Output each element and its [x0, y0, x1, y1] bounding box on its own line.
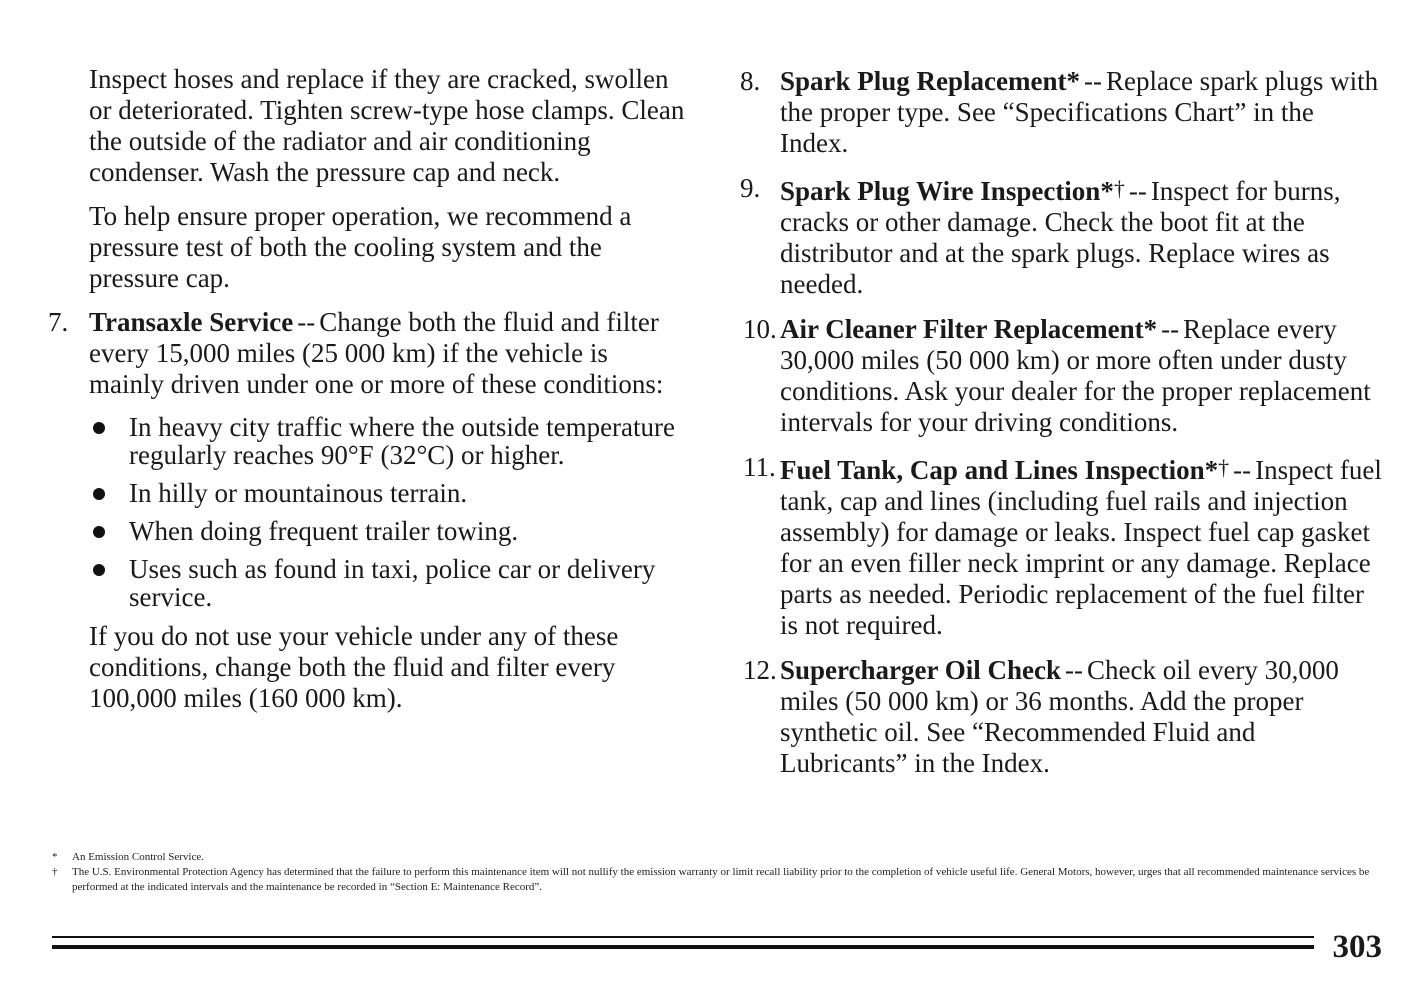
footer-divider-thin [52, 936, 1314, 938]
item-text: Inspect for burns, cracks or other damage. Check the boot fit at the distributor and at the spark plugs. Replace wires as needed. [780, 176, 1341, 299]
footnote-emission [50, 850, 1380, 865]
dagger-mark: † [1218, 455, 1230, 480]
item-separator: -- [1128, 176, 1147, 206]
pressure-test-paragraph: To help ensure proper operation, we recommend a pressure test of both the cooling system and the pressure cap. [89, 201, 632, 293]
dagger-mark: † [1113, 176, 1125, 201]
footnote-mark: † [52, 866, 58, 878]
item-text: Check oil every 30,000 miles (50 000 km) or 36 months. Add the proper synthetic oil. See “Recommended Fluid and Lubricants” in the Index. [780, 655, 1339, 778]
bullet-text: In heavy city traffic where the outside temperature regularly reaches 90°F (32°C) or higher. [129, 412, 676, 470]
list-item [89, 413, 686, 469]
footnotes [50, 850, 1380, 895]
item-title: Spark Plug Replacement* [780, 66, 1080, 96]
list-item-11 [735, 452, 1385, 641]
left-column [46, 64, 686, 727]
bullet-icon [93, 422, 105, 434]
item-title: Fuel Tank, Cap and Lines Inspection* [780, 455, 1219, 485]
item-number: 10. [743, 314, 777, 344]
list-item-12 [735, 655, 1385, 779]
closing-paragraph: If you do not use your vehicle under any of these conditions, change both the fluid and filter every 100,000 miles (160 000 km). [89, 621, 619, 713]
bullet-icon [93, 488, 105, 500]
item-separator: -- [1161, 314, 1180, 344]
item-text: Replace every 30,000 miles (50 000 km) or more often under dusty conditions. Ask your dealer for the proper replacement intervals for your driving conditions. [780, 314, 1371, 437]
item-body [780, 314, 1385, 438]
item-text: Change both the fluid and filter every 15,000 miles (25 000 km) if the vehicle is mainly driven under one or more of these conditions: [89, 307, 664, 399]
list-item-8 [735, 66, 1385, 159]
item-number: 11. [743, 452, 776, 482]
list-item-7 [46, 307, 686, 400]
item-title: Spark Plug Wire Inspection* [780, 176, 1114, 206]
item-body [780, 655, 1385, 779]
item-number: 8. [740, 66, 761, 96]
conditions-list [46, 413, 686, 611]
item-title: Air Cleaner Filter Replacement* [780, 314, 1158, 344]
item-body [780, 173, 1385, 300]
bullet-icon [93, 526, 105, 538]
footnote-mark: * [52, 851, 58, 863]
page-number: 303 [1332, 929, 1382, 965]
item-separator: -- [1233, 455, 1252, 485]
right-column [735, 66, 1385, 793]
list-item [89, 517, 686, 545]
item-number: 9. [740, 173, 761, 203]
item-title: Transaxle Service [89, 307, 294, 337]
footnote-text: The U.S. Environmental Protection Agency has determined that the failure to perform this maintenance item will not nullify the emission warranty or limit recall liability prior to the completion of vehicle useful life. General Motors, however, urges that all recommended maintenance services be performed at the indicated intervals and the maintenance be recorded in “Section E: Maintenance Record”. [72, 866, 1370, 893]
bullet-icon [93, 564, 105, 576]
footnote-text: An Emission Control Service. [72, 851, 204, 863]
list-item [89, 479, 686, 507]
bullet-text: In hilly or mountainous terrain. [129, 478, 468, 508]
list-item-9 [735, 173, 1385, 300]
item-body [780, 452, 1385, 641]
hose-inspection-paragraph: Inspect hoses and replace if they are cracked, swollen or deteriorated. Tighten screw-type hose clamps. Clean the outside of the radiator and air conditioning condenser. Wash the pressure cap and neck. [89, 64, 685, 187]
footnote-epa [50, 865, 1380, 895]
bullet-text: Uses such as found in taxi, police car or delivery service. [129, 554, 656, 612]
item-separator: -- [297, 307, 316, 337]
item-number: 12. [743, 655, 777, 685]
item-body [780, 66, 1385, 159]
item-text: Replace spark plugs with the proper type. See “Specifications Chart” in the Index. [780, 66, 1379, 158]
item-separator: -- [1065, 655, 1083, 685]
list-item-10 [735, 314, 1385, 438]
item-separator: -- [1084, 66, 1102, 96]
item-text: Inspect fuel tank, cap and lines (including fuel rails and injection assembly) for damage or leaks. Inspect fuel cap gasket for an even filler neck imprint or any damage. Replace parts as needed. Periodic replacement of the fuel filter is not required. [780, 455, 1382, 640]
bullet-text: When doing frequent trailer towing. [129, 516, 519, 546]
list-item [89, 555, 686, 611]
item-title: Supercharger Oil Check [780, 655, 1061, 685]
item-body [89, 307, 686, 400]
item-number: 7. [48, 307, 69, 337]
footer-divider-thick [52, 945, 1314, 949]
